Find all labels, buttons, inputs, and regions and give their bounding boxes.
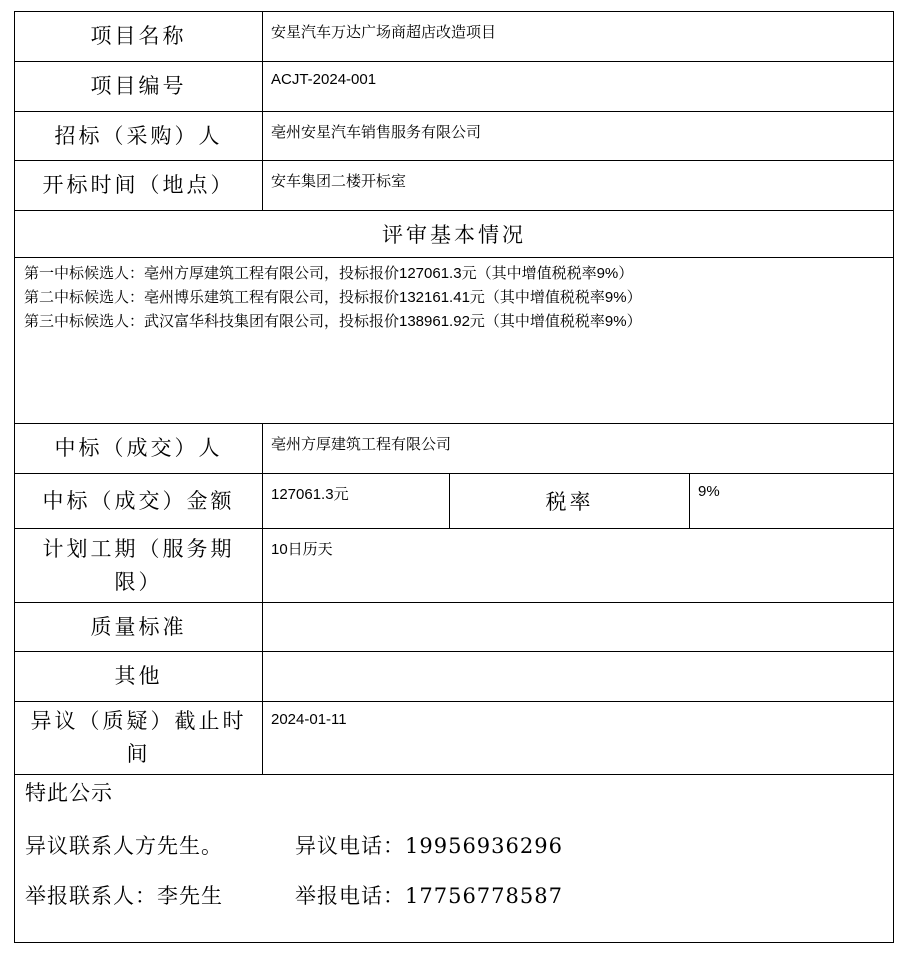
row-other xyxy=(15,652,893,702)
row-quality xyxy=(15,603,893,652)
report-phone: 举报电话：17756778587 xyxy=(295,884,563,908)
label-tax: 税率 xyxy=(450,474,690,528)
row-objection-deadline xyxy=(15,702,893,775)
row-project-no xyxy=(15,62,893,112)
row-candidates xyxy=(15,258,893,424)
label-quality: 质量标准 xyxy=(15,603,263,651)
objection-contact: 异议联系人方先生。 xyxy=(25,834,223,858)
notice-heading: 特此公示 xyxy=(25,781,113,805)
value-project-name: 安星汽车万达广场商超店改造项目 xyxy=(271,24,497,41)
value-tax: 9% xyxy=(698,483,720,500)
row-project-name xyxy=(15,12,893,62)
label-tenderer: 招标（采购）人 xyxy=(15,112,263,160)
value-project-no: ACJT-2024-001 xyxy=(271,71,377,88)
row-period xyxy=(15,529,893,603)
row-review-title xyxy=(15,211,893,258)
value-period: 10日历天 xyxy=(271,541,333,558)
row-opening xyxy=(15,161,893,211)
value-objection-deadline: 2024-01-11 xyxy=(271,711,347,728)
amount-cell-divider xyxy=(263,474,450,528)
label-objection-deadline: 异议（质疑）截止时间 xyxy=(15,702,263,774)
label-winner: 中标（成交）人 xyxy=(15,424,263,473)
candidate-list xyxy=(24,262,642,334)
label-opening: 开标时间（地点） xyxy=(15,161,263,210)
row-winner xyxy=(15,424,893,474)
review-title: 评审基本情况 xyxy=(382,223,526,247)
row-amount xyxy=(15,474,893,529)
candidate-1: 第一中标候选人：亳州方厚建筑工程有限公司，投标报价127061.3元（其中增值税税率9%） xyxy=(24,265,634,282)
label-period: 计划工期（服务期限） xyxy=(15,529,263,602)
report-contact: 举报联系人：李先生 xyxy=(25,884,223,908)
value-winner: 亳州方厚建筑工程有限公司 xyxy=(271,436,452,453)
bid-result-table xyxy=(14,11,894,943)
value-amount: 127061.3元 xyxy=(271,486,349,503)
value-tenderer: 亳州安星汽车销售服务有限公司 xyxy=(271,124,482,141)
objection-phone: 异议电话：19956936296 xyxy=(295,834,563,858)
label-project-no: 项目编号 xyxy=(15,62,263,111)
candidate-3: 第三中标候选人：武汉富华科技集团有限公司，投标报价138961.92元（其中增值税税率9%） xyxy=(24,313,642,330)
label-project-name: 项目名称 xyxy=(15,12,263,61)
candidate-2: 第二中标候选人：亳州博乐建筑工程有限公司，投标报价132161.41元（其中增值税税率9%） xyxy=(24,289,642,306)
label-amount: 中标（成交）金额 xyxy=(15,474,263,528)
label-other: 其他 xyxy=(15,652,263,701)
row-tenderer xyxy=(15,112,893,161)
value-opening: 安车集团二楼开标室 xyxy=(271,173,407,190)
